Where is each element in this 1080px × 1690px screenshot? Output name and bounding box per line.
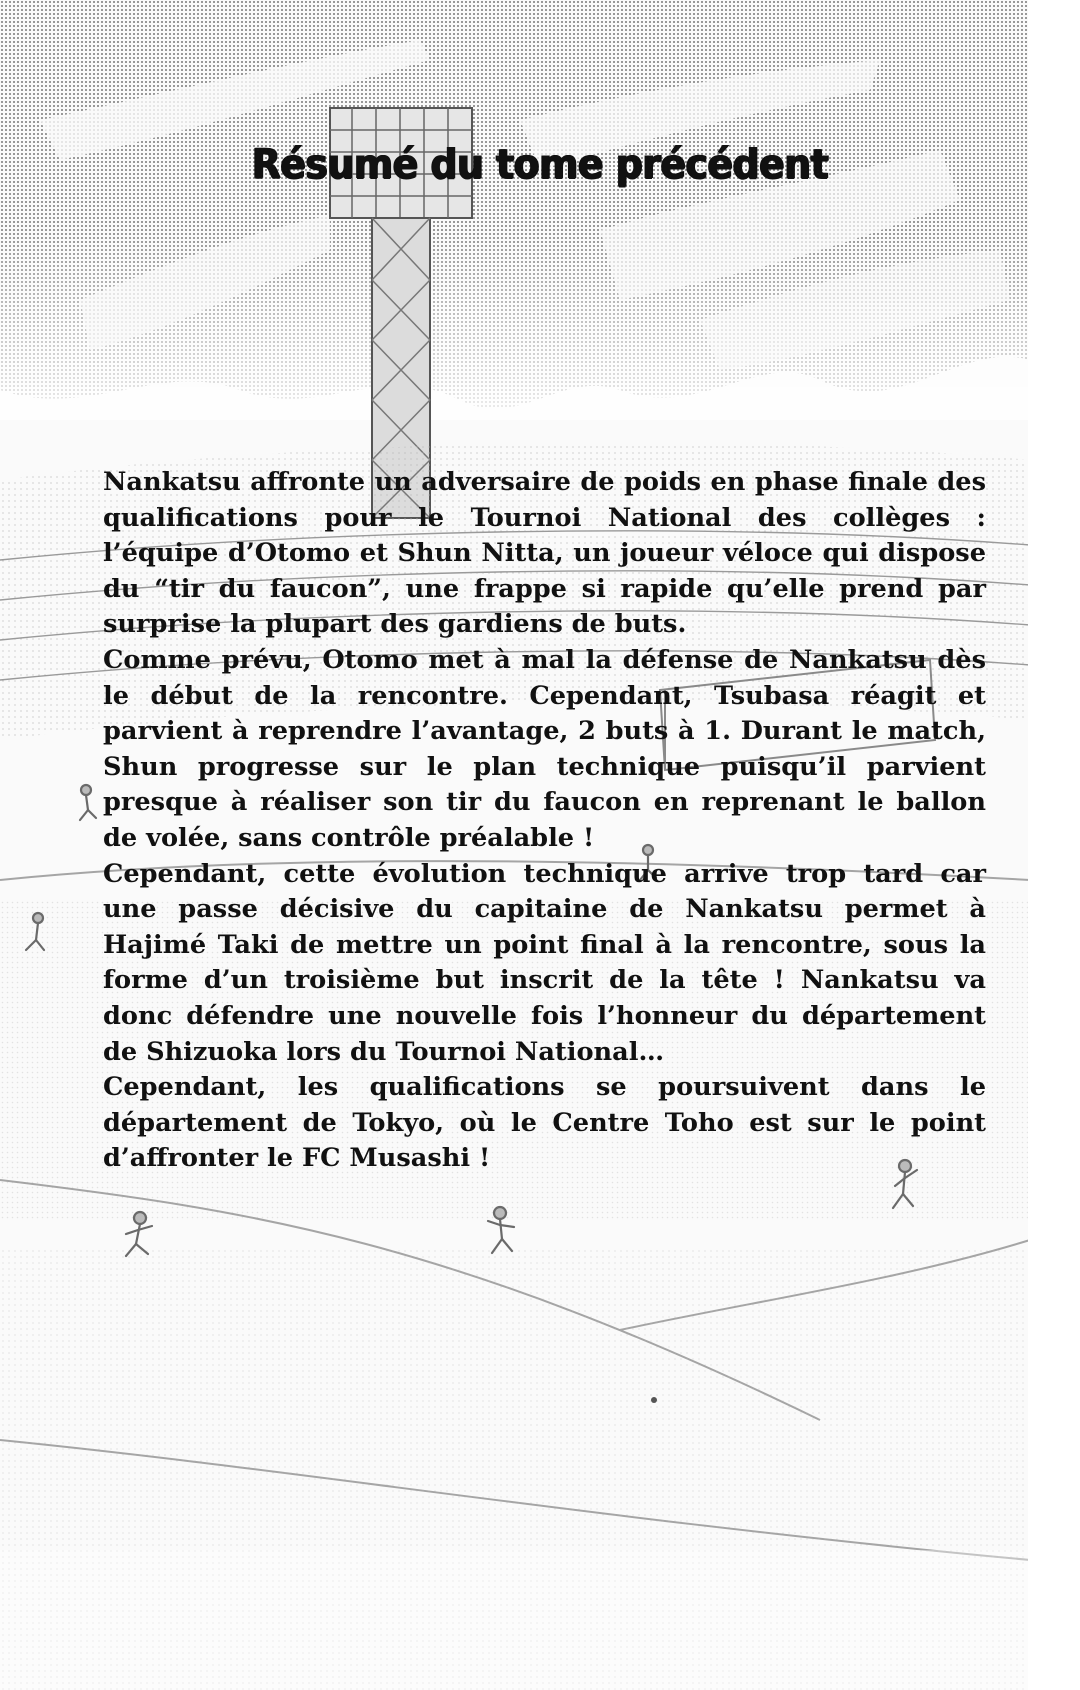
ball-icon <box>651 1397 657 1403</box>
summary-paragraph-4: Cependant, les qualifications se poursuivent dans le département de Tokyo, où le Centre Toho est sur le point d’affronter le FC Musashi ! <box>103 1072 986 1174</box>
sky-screentone <box>0 0 1030 420</box>
page-title: Résumé du tome précédent <box>251 140 829 188</box>
summary-paragraph-2: Comme prévu, Otomo met à mal la défense de Nankatsu dès le début de la rencontre. Cependant, Tsubasa réagit et parvient à reprendre l’avantage, 2 buts à 1. Durant le match, Shun progresse sur le plan technique puisqu’il parvient presque à réaliser son tir du faucon en reprenant le ballon de volée, sans contrôle préalable ! <box>103 644 986 853</box>
summary-text-block <box>103 465 986 1177</box>
summary-paragraph-1: Nankatsu affronte un adversaire de poids en phase finale des qualifications pour le Tournoi National des collèges : l’équipe d’Otomo et Shun Nitta, un joueur véloce qui dispose du “tir du faucon”, une frappe si rapide qu’elle prend par surprise la plupart des gardiens de buts. <box>103 467 986 640</box>
page-margin <box>1028 0 1080 1690</box>
summary-paragraph-3: Cependant, cette évolution technique arrive trop tard car une passe décisive du capitaine de Nankatsu permet à Hajimé Taki de mettre un point final à la rencontre, sous la forme d’un troisième but inscrit de la tête ! Nankatsu va donc défendre une nouvelle fois l’honneur du département de Shizuoka lors du Tournoi National… <box>103 858 986 1067</box>
